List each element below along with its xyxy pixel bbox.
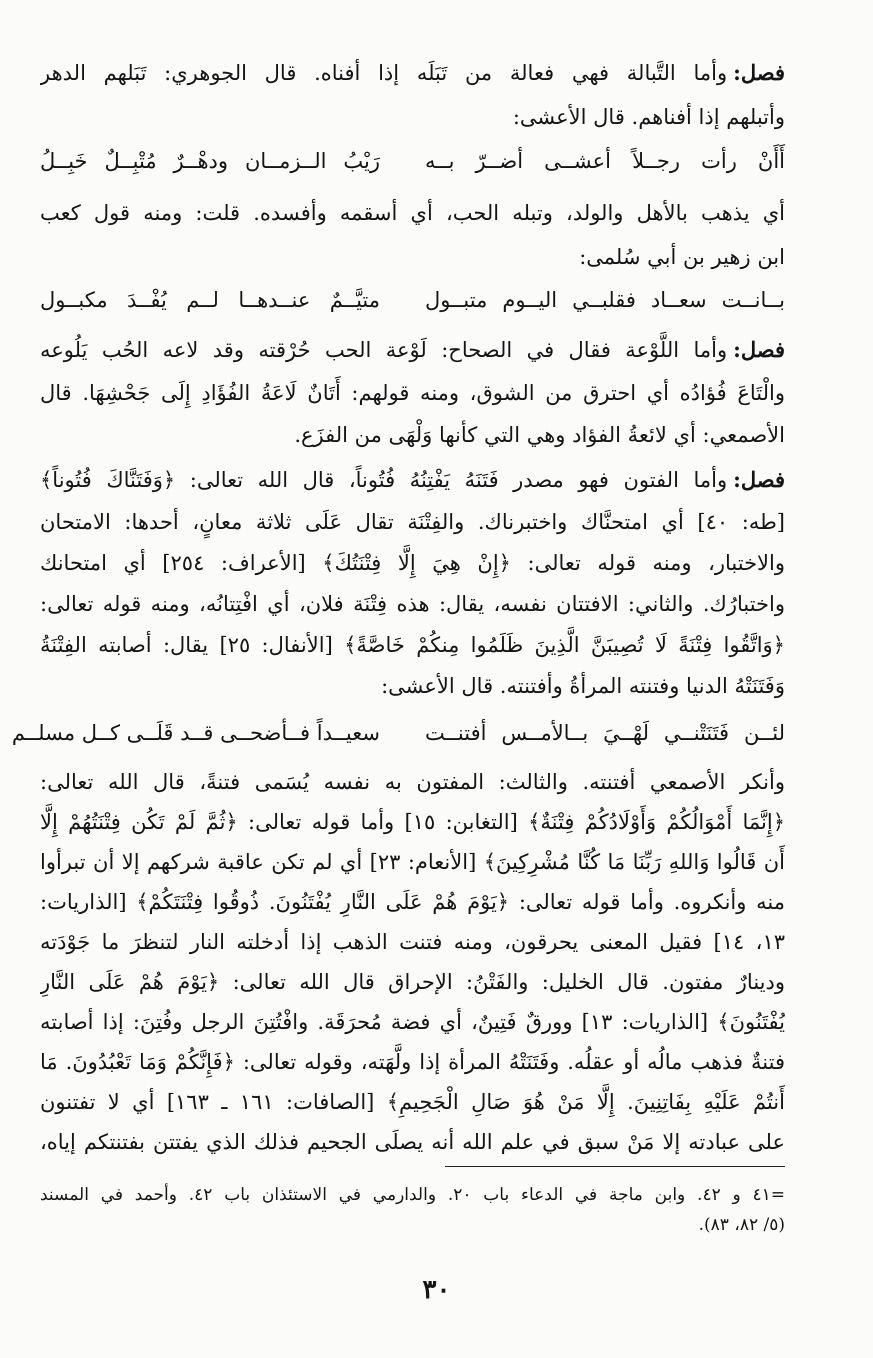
text-line	[40, 330, 785, 370]
verse-first-hemistich: أَأَنْ رأت رجــلاً أعشــى أضــرّ بــه	[425, 149, 785, 173]
text-line: وَفَتَنَتْهُ الدنيا وفتنته المرأةُ وأفتنته. قال الأعشى:	[381, 674, 785, 698]
section-heading: فصل:	[733, 337, 785, 362]
text-line: ﴿إِنَّمَا أَمْوَالُكُمْ وَأَوْلَادُكُمْ فِتْنَةٌ﴾ [التغابن: ١٥] وأما قوله تعالى: ﴿ثُمَّ لَمْ تَكُن فِتْنَتُهُمْ إِلَّا	[40, 810, 785, 834]
line-text: وأما اللَّوْعة فقال في الصحاح: لَوْعة الحب حُرْقته وقد لاعه الحُب يَلُوعه	[40, 338, 728, 362]
line-text: وأما التَّبالة فهي فعالة من تَبَلَه إذا أفناه. قال الجوهري: تَبَلهم الدهر	[40, 61, 728, 85]
footnote-line: (٥/ ٨٢، ٨٣).	[698, 1215, 785, 1235]
poetry-verse	[40, 280, 785, 320]
text-line: يُفْتَنُونَ﴾ [الذاريات: ١٣] وورقٌ فَتِينٌ، أي فضة مُحرَقَة. وافْتُتِنَ الرجل وفُتِنَ: إذا أصابته	[40, 1010, 785, 1034]
text-line: ودينارٌ مفتون. قال الخليل: والفَتْنُ: الإحراق قال الله تعالى: ﴿يَوْمَ هُمْ عَلَى النَّارِ	[40, 970, 785, 994]
footnote-divider	[445, 1166, 785, 1167]
verse-second-hemistich: سعيــداً فــأضحــى قــد قَلَــى كــل مسلــم	[11, 721, 380, 745]
poetry-verse	[40, 141, 785, 181]
text-line: أَنتُمْ عَلَيْهِ بِفَاتِنِينَ. إِلَّا مَنْ هُوَ صَالِ الْجَحِيمِ﴾ [الصافات: ١٦١ ـ ١٦٣] أي لا تفتنون	[40, 1090, 785, 1114]
text-line: وأنكر الأصمعي أفتنته. والثالث: المفتون به نفسه يُسَمى فتنةً، قال الله تعالى:	[40, 770, 785, 794]
section-heading: فصل:	[733, 60, 785, 85]
text-line: أي يذهب بالأهل والولد، وتبله الحب، أي أسقمه وأفسده. قلت: ومنه قول كعب	[40, 201, 785, 225]
page-number: ٣٠	[422, 1275, 451, 1305]
text-line: والاختبار، ومنه قوله تعالى: ﴿إِنْ هِيَ إِلَّا فِتْنَتُكَ﴾ [الأعراف: ٢٥٤] أي امتحانك	[40, 551, 785, 575]
verse-first-hemistich: بــانــت سعــاد فقلبــي اليــوم متبــول	[425, 288, 785, 312]
text-line: الأصمعي: أي لائعةُ الفؤاد وهي التي كأنها وَلْهَى من الفزَع.	[294, 423, 785, 447]
text-line: ١٣، ١٤] فقيل المعنى يحرقون، ومنه فتنت الذهب إذا أدخلته النار لتنظرَ ما جَوْدَته	[40, 930, 785, 954]
text-line	[40, 460, 785, 500]
text-line: والْتَاعَ فُؤادُه أي احترق من الشوق، ومنه قولهم: أَتَانٌ لَاعَةُ الفُؤَادِ إِلَى جَحْشِهَا. قال	[40, 381, 785, 405]
text-line: وأتبلهم إذا أفناهم. قال الأعشى:	[512, 105, 785, 129]
verse-second-hemistich: متيَّــمٌ عنــدهــا لــم يُفْــدَ مكبــول	[40, 288, 380, 312]
text-line: ابن زهير بن أبي سُلمى:	[579, 245, 785, 269]
poetry-verse	[11, 713, 785, 753]
section-heading: فصل:	[733, 467, 785, 492]
verse-second-hemistich: رَيْبُ الــزمــان ودهْــرٌ مُتْبِــلٌ خَبِــلُ	[40, 149, 380, 173]
text-line: أَن قَالُوا وَاللهِ رَبِّنَا مَا كُنَّا مُشْرِكِينَ﴾ [الأنعام: ٢٣] أي لم تكن عاقبة شركهم إلا أن تبرأوا	[40, 850, 785, 874]
text-line: فتنةٌ فذهب مالُه أو عقلُه. وفَتَنَتْهُ المرأة إذا ولَّهَته، وقوله تعالى: ﴿فَإِنَّكُمْ وَمَا تَعْبُدُونَ. مَا	[40, 1050, 785, 1074]
text-line: منه وأنكروه. وأما قوله تعالى: ﴿يَوْمَ هُمْ عَلَى النَّارِ يُفْتَنُونَ. ذُوقُوا فِتْنَتَكُمْ﴾ [الذاريات:	[40, 890, 785, 914]
text-line: على عبادته إلا مَنْ سبق في علم الله أنه يصلَى الجحيم فذلك الذي يفتتن بفتنتكم إياه،	[40, 1130, 785, 1154]
verse-first-hemistich: لئــن فَتَنَتْنــي لَهْــيَ بــالأمــس أفتنــت	[425, 721, 785, 745]
text-line	[40, 53, 785, 93]
text-line: [طه: ٤٠] أي امتحنَّاك واختبرناك. والفِتْنَة تقال عَلَى ثلاثة معانٍ، أحدها: الامتحان	[40, 510, 785, 534]
text-line: ﴿وَاتَّقُوا فِتْنَةً لَا تُصِيبَنَّ الَّذِينَ ظَلَمُوا مِنكُمْ خَاصَّةً﴾ [الأنفال: ٢٥] يقال: أصابته الفِتْنَةُ	[40, 633, 785, 657]
line-text: وأما الفتون فهو مصدر فَتَنَهُ يَفْتِنُهُ فُتُوناً، قال الله تعالى: ﴿وَفَتَنَّاكَ فُتُوناً﴾	[40, 468, 728, 492]
footnote-line: =٤١ و ٤٢. وابن ماجة في الدعاء باب ٢٠. والدارمي في الاستئذان باب ٤٢. وأحمد في المسند	[40, 1185, 785, 1205]
text-line: واختبارُك. والثاني: الافتتان نفسه، يقال: هذه فِتْنَة فلان، أي افْتِتانُه، ومنه قوله تعالى:	[40, 592, 785, 616]
